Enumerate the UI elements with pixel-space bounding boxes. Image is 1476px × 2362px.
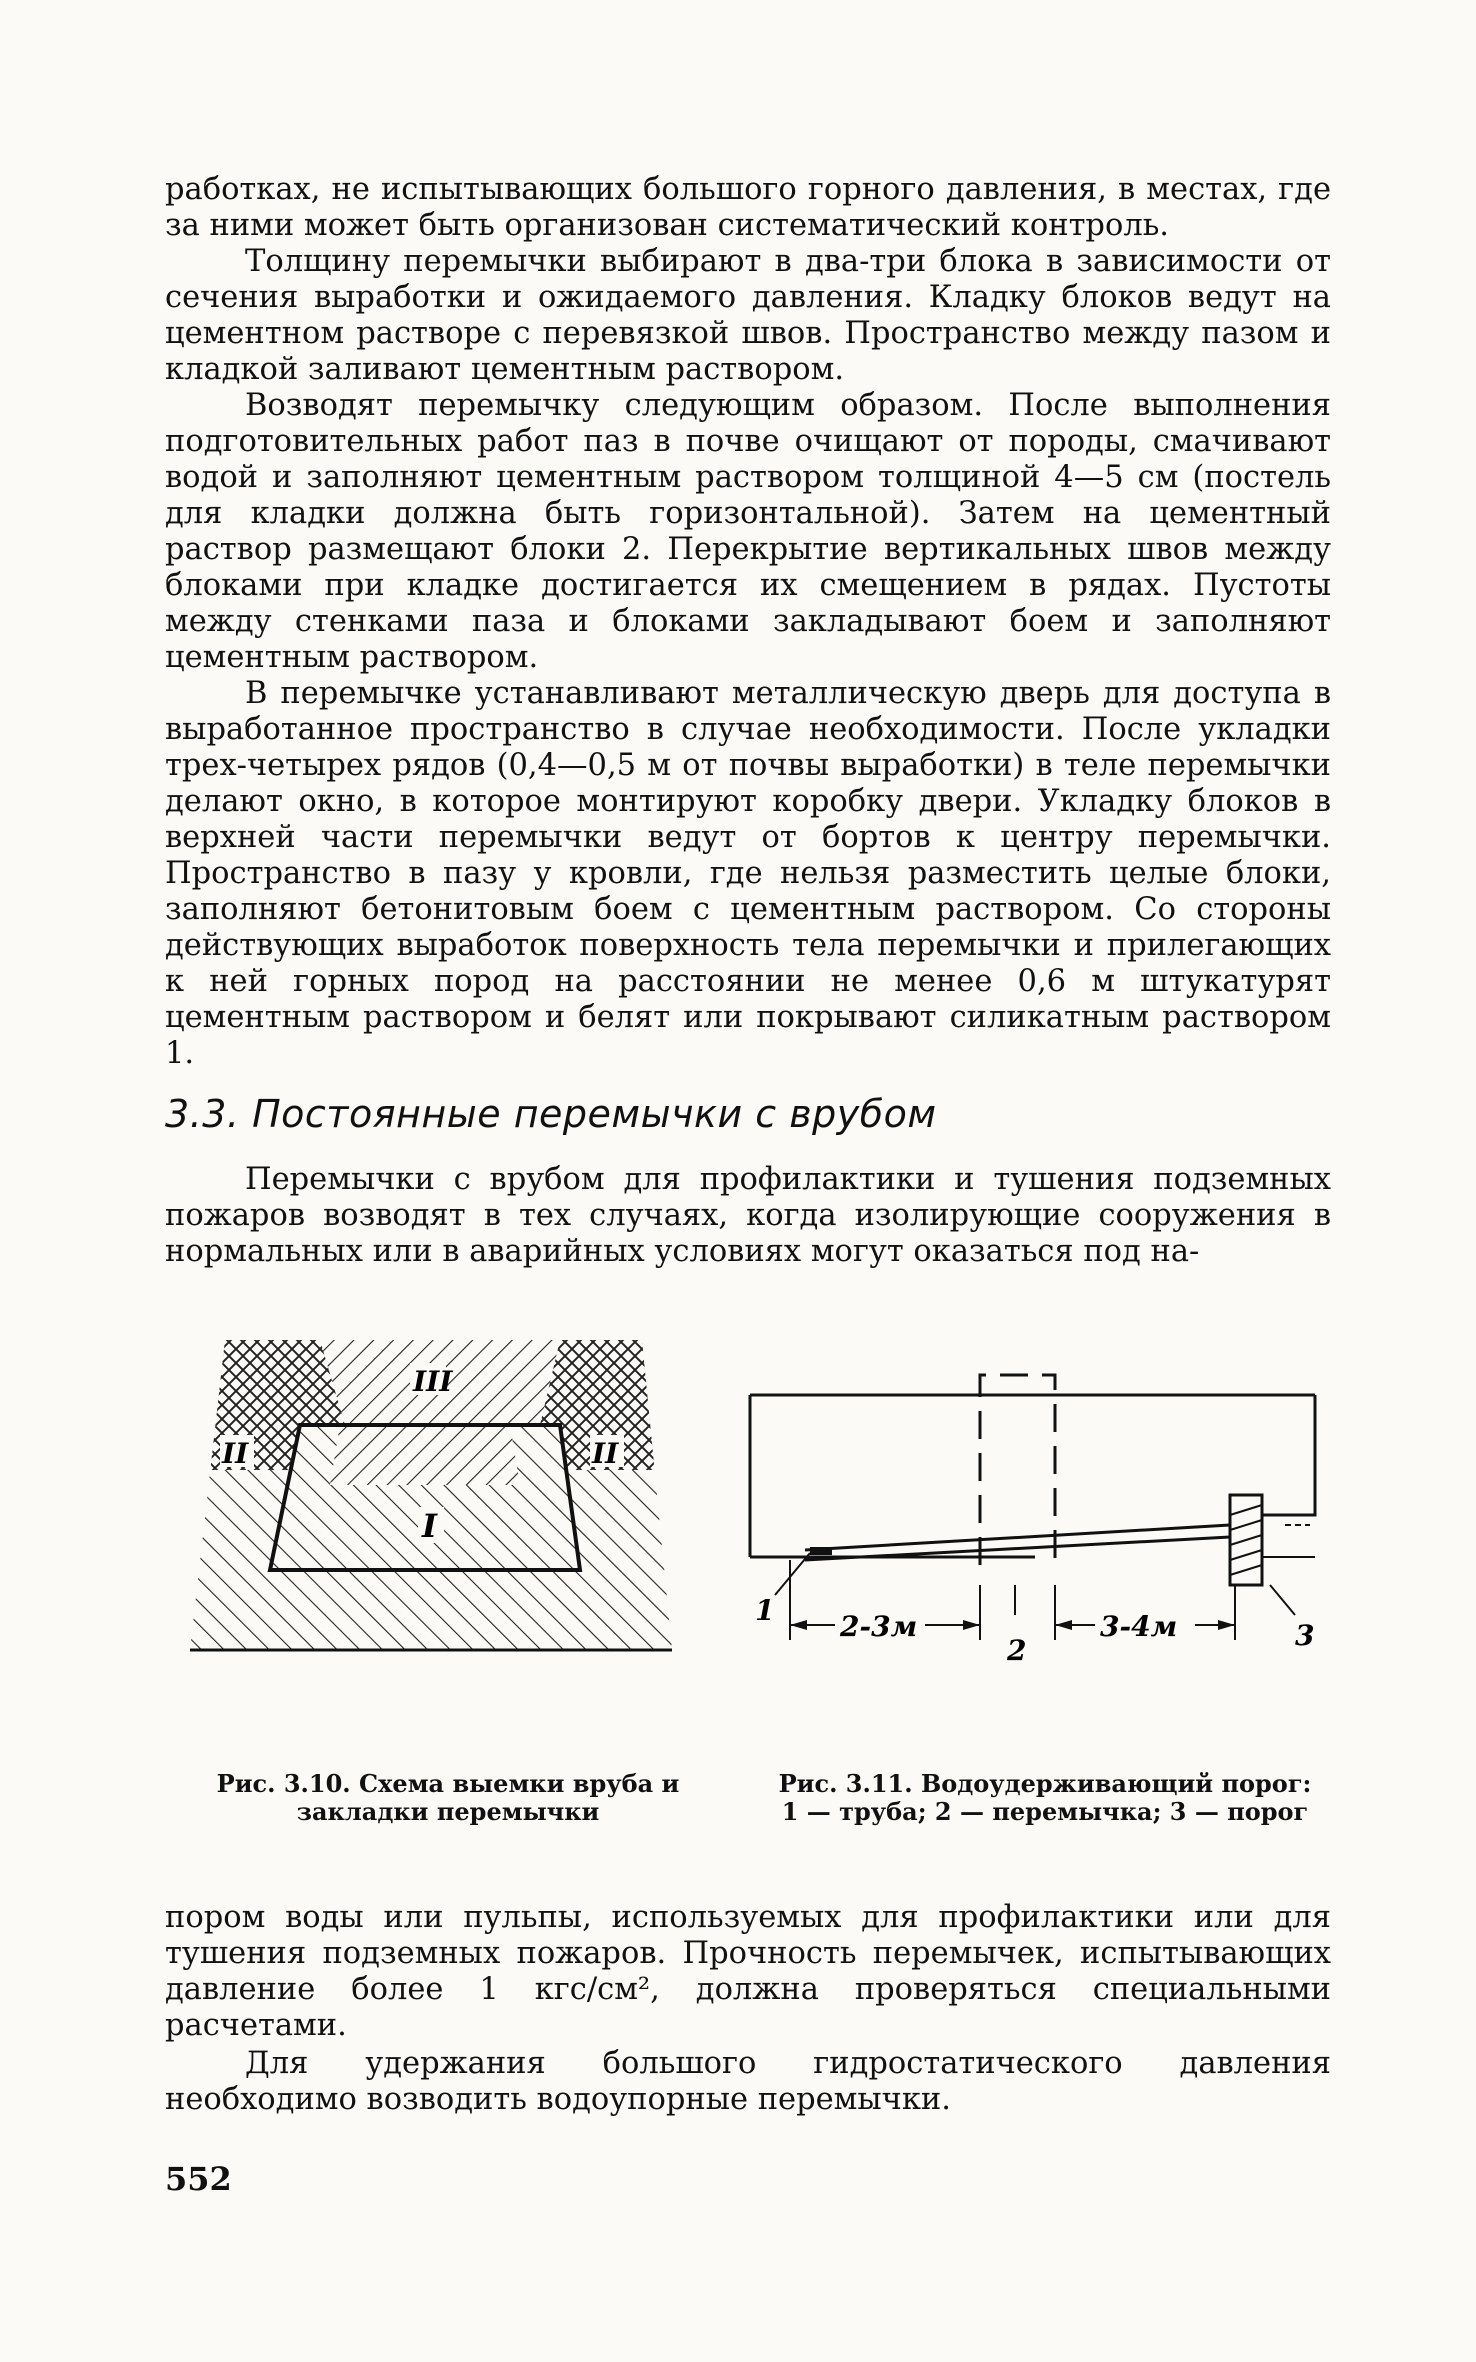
figure-3-10 — [180, 1335, 690, 1730]
section-heading: 3.3. Постоянные перемычки с врубом — [165, 1092, 937, 1136]
caption-3-10-line2: закладки перемычки — [296, 1797, 600, 1826]
paragraph-3: Возводят перемычку следующим образом. После выполнения подготовительных работ паз в почве очищают от породы, смачивают водой и заполняют цементным раствором толщиной 4—5 см (постель для кладки должна быть горизонтальной). Затем на цементный раствор размещают блоки 2. Перекрытие вертикальных швов между блоками при кладке достигается их смещением в рядах. Пустоты между стенками паза и блоками закладывают боем и заполняют цементным раствором. — [165, 388, 1331, 675]
paragraph-6: пором воды или пульпы, используемых для профилактики или для тушения подземных пожаров. Прочность перемычек, испытывающих давление более 1 кгс/см², должна проверяться специальными расчетами. — [165, 1900, 1331, 2043]
caption-3-10 — [178, 1770, 718, 1826]
caption-3-11 — [750, 1770, 1340, 1826]
label-zone-1: I — [422, 1507, 437, 1545]
caption-3-10-line1: Рис. 3.10. Схема выемки вруба и — [216, 1769, 680, 1798]
caption-3-11-line1: Рис. 3.11. Водоудерживающий порог: — [778, 1769, 1312, 1798]
label-pipe: 1 — [755, 1594, 775, 1627]
figure-3-11 — [735, 1345, 1335, 1740]
paragraph-4: В перемычке устанавливают металлическую дверь для доступа в выработанное пространство в случае необходимости. После укладки трех-четырех рядов (0,4—0,5 м от почвы выработки) в теле перемычки делают окно, в которое монтируют коробку двери. Укладку блоков в верхней части перемычки ведут от бортов к центру перемычки. Пространство в пазу у кровли, где нельзя разместить целые блоки, заполняют бетонитовым боем с цементным раствором. Со стороны действующих выработок поверхность тела перемычки и прилегающих к ней горных пород на расстоянии не менее 0,6 м штукатурят цементным раствором и белят или покрывают силикатным раствором 1. — [165, 676, 1331, 1071]
page-number: 552 — [165, 2160, 232, 2198]
paragraph-7: Для удержания большого гидростатического давления необходимо возводить водоупорные перемычки. — [165, 2046, 1331, 2117]
label-sill: 3 — [1295, 1619, 1315, 1652]
label-dim-right: 3-4м — [1100, 1610, 1178, 1643]
label-dim-left: 2-3м — [840, 1610, 918, 1643]
paragraph-2: Толщину перемычки выбирают в два-три блока в зависимости от сечения выработки и ожидаемого давления. Кладку блоков ведут на цементном растворе с перевязкой швов. Пространство между пазом и кладкой заливают цементным раствором. — [165, 244, 1331, 387]
label-zone-2-left: II — [222, 1437, 249, 1470]
label-zone-2-right: II — [592, 1437, 619, 1470]
caption-3-11-line2: 1 — труба; 2 — перемычка; 3 — порог — [781, 1797, 1309, 1826]
label-dam: 2 — [1007, 1634, 1027, 1667]
paragraph-5: Перемычки с врубом для профилактики и тушения подземных пожаров возводят в тех случаях, когда изолирующие сооружения в нормальных или в аварийных условиях могут оказаться под на- — [165, 1162, 1331, 1269]
label-zone-3: III — [413, 1365, 453, 1398]
paragraph-1: работках, не испытывающих большого горного давления, в местах, где за ними может быть организован систематический контроль. — [165, 172, 1331, 243]
